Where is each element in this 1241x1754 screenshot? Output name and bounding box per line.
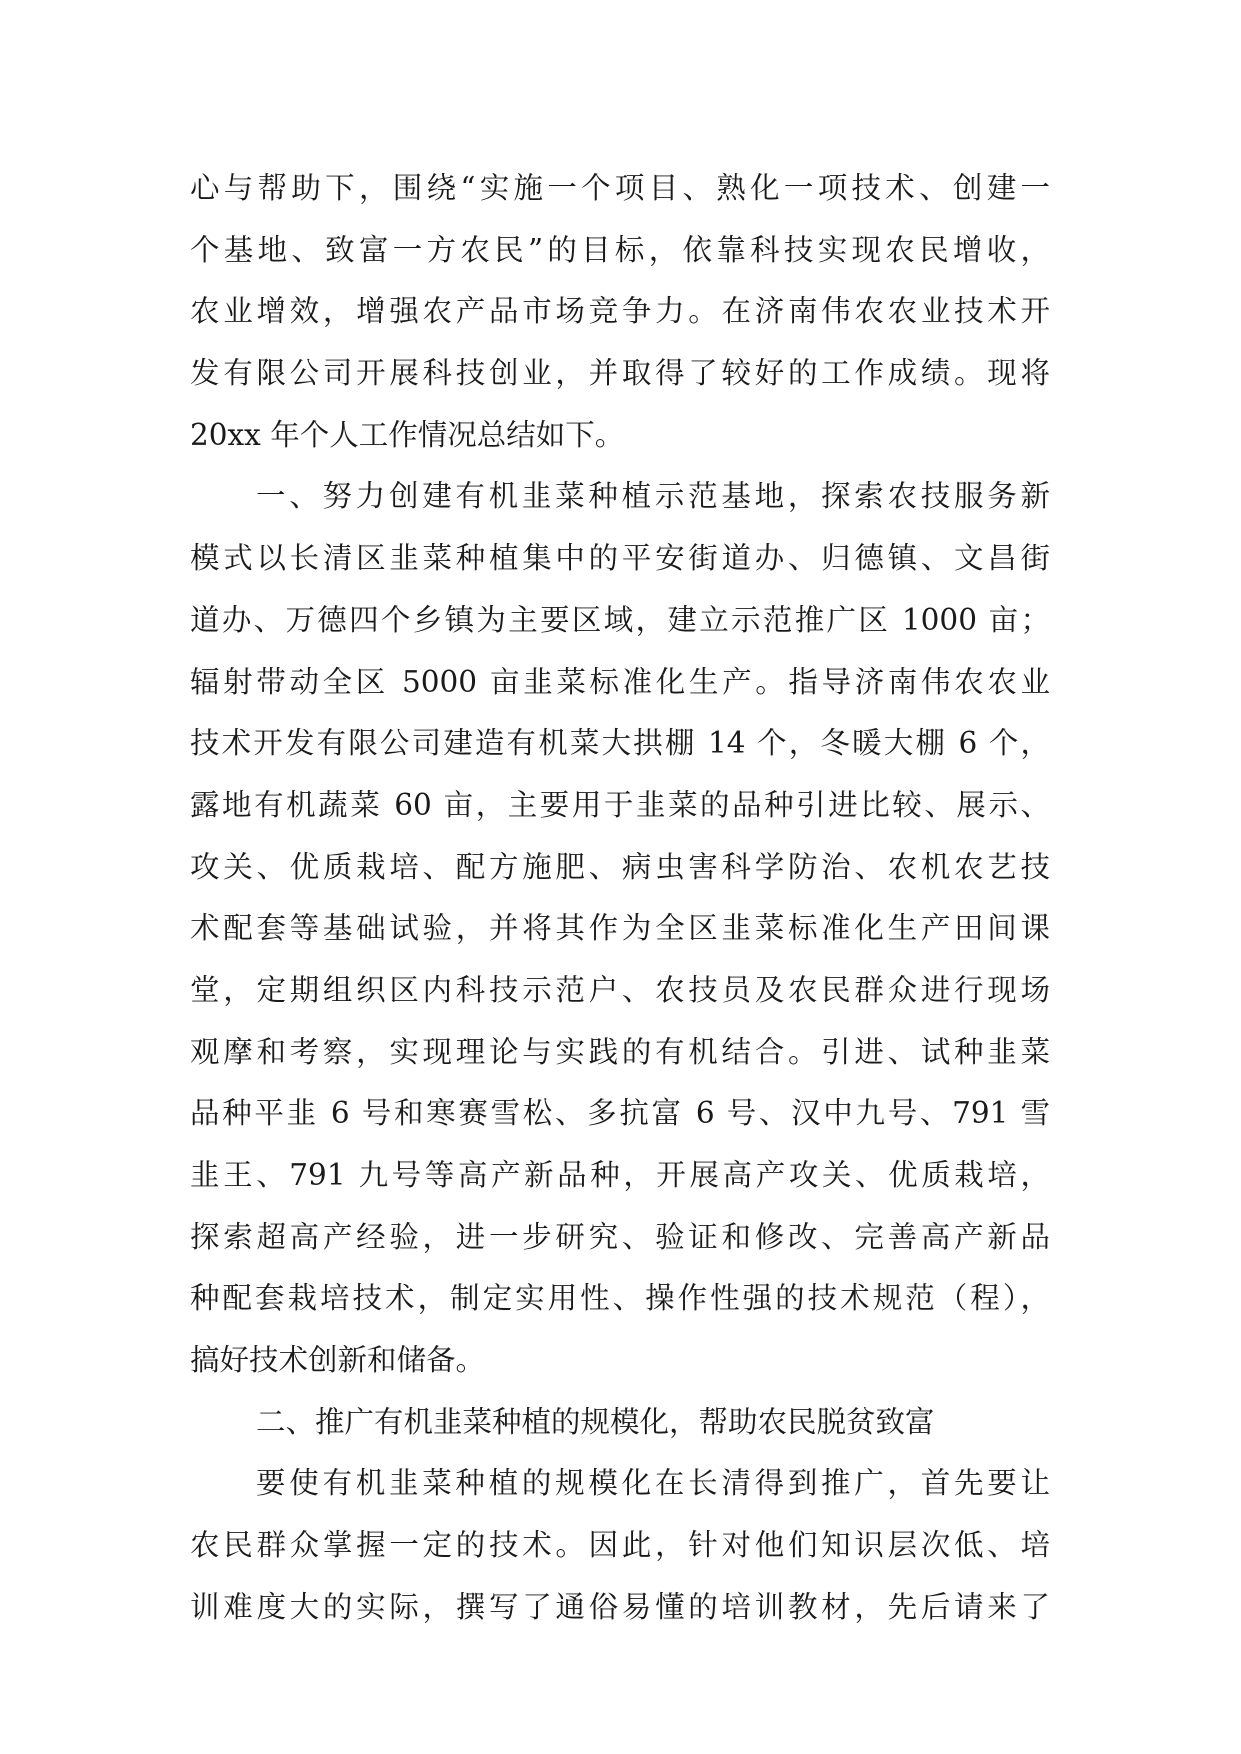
text-line: 攻关、优质栽培、配方施肥、病虫害科学防治、农机农艺技 <box>190 849 1050 884</box>
text-line: 观摩和考察，实现理论与实践的有机结合。引进、试种韭菜 <box>190 1034 1050 1069</box>
text-line: 术配套等基础试验，并将其作为全区韭菜标准化生产田间课 <box>190 911 1050 946</box>
text-line: 模式以长清区韭菜种植集中的平安街道办、归德镇、文昌街 <box>190 541 1050 576</box>
text-line: 20xx 年个人工作情况总结如下。 <box>190 417 625 452</box>
text-line: 农业增效，增强农产品市场竞争力。在济南伟农农业技术开 <box>190 294 1050 329</box>
text-line: 发有限公司开展科技创业，并取得了较好的工作成绩。现将 <box>190 356 1050 391</box>
text-line: 一、努力创建有机韭菜种植示范基地，探索农技服务新 <box>256 479 1050 514</box>
text-line: 训难度大的实际，撰写了通俗易懂的培训教材，先后请来了 <box>190 1589 1050 1624</box>
text-line: 农民群众掌握一定的技术。因此，针对他们知识层次低、培 <box>190 1528 1050 1563</box>
text-line: 二、推广有机韭菜种植的规模化，帮助农民脱贫致富 <box>256 1404 935 1439</box>
text-line: 道办、万德四个乡镇为主要区域，建立示范推广区 1000 亩； <box>190 602 1050 637</box>
text-line: 搞好技术创新和储备。 <box>190 1343 486 1378</box>
text-line: 品种平韭 6 号和寒赛雪松、多抗富 6 号、汉中九号、791 雪 <box>190 1096 1050 1131</box>
text-line: 韭王、791 九号等高产新品种，开展高产攻关、优质栽培， <box>190 1158 1050 1192</box>
text-line: 种配套栽培技术，制定实用性、操作性强的技术规范（程）， <box>190 1281 1050 1316</box>
text-line: 探索超高产经验，进一步研究、验证和修改、完善高产新品 <box>190 1219 1050 1254</box>
text-line: 要使有机韭菜种植的规模化在长清得到推广，首先要让 <box>256 1466 1050 1501</box>
text-line: 露地有机蔬菜 60 亩，主要用于韭菜的品种引进比较、展示、 <box>190 787 1050 822</box>
text-line: 心与帮助下，围绕“实施一个项目、熟化一项技术、创建一 <box>190 171 1050 205</box>
body-text <box>190 158 1050 1639</box>
text-line: 技术开发有限公司建造有机菜大拱棚 14 个，冬暖大棚 6 个， <box>190 726 1050 761</box>
text-line: 个基地、致富一方农民”的目标，依靠科技实现农民增收， <box>190 232 1050 267</box>
text-line: 辐射带动全区 5000 亩韭菜标准化生产。指导济南伟农农业 <box>190 664 1050 699</box>
text-line: 堂，定期组织区内科技示范户、农技员及农民群众进行现场 <box>190 972 1050 1007</box>
